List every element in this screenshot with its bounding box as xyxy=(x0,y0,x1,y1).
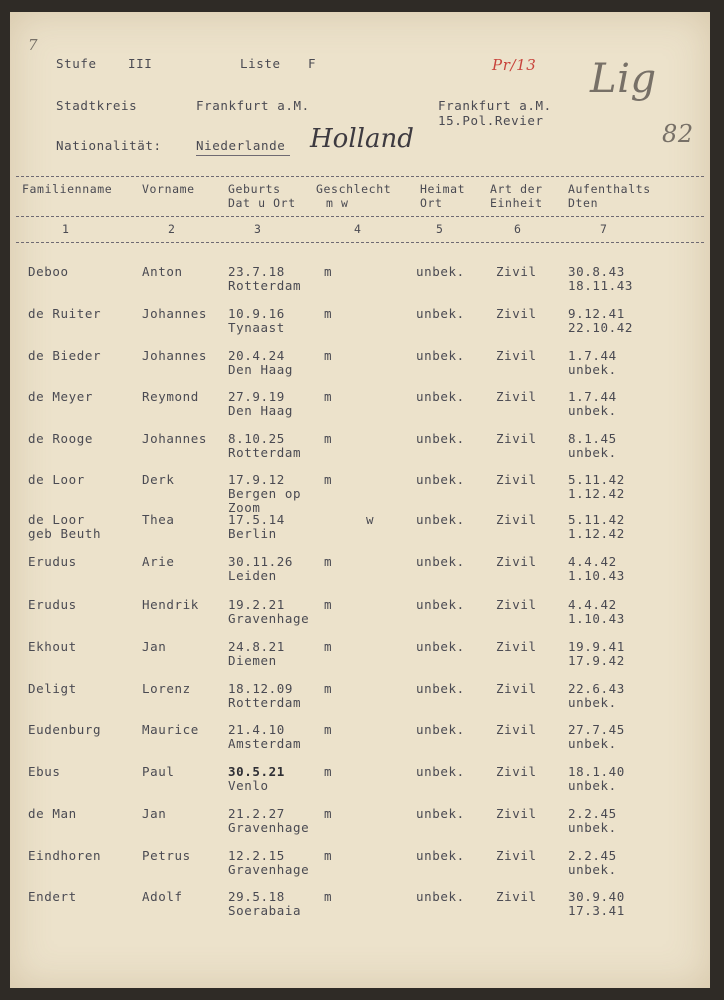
first-name: Petrus xyxy=(142,848,191,863)
stay-from: 30.8.43 xyxy=(568,264,625,279)
office-line-1: Frankfurt a.M. xyxy=(438,98,552,113)
birth-place: Gravenhage xyxy=(228,862,310,877)
birth-date: 20.4.24 xyxy=(228,348,285,363)
heimat-ort: unbek. xyxy=(416,848,465,863)
surname: Deligt xyxy=(28,681,77,696)
birth-place-line-2: Zoom xyxy=(228,500,261,515)
heimat-ort: unbek. xyxy=(416,722,465,737)
birth-place: Den Haag xyxy=(228,362,294,377)
header-rule-top xyxy=(16,176,704,177)
col-num-1: 1 xyxy=(62,222,70,236)
table-row xyxy=(10,597,710,639)
birth-place: Gravenhage xyxy=(228,820,310,835)
sex-male: m xyxy=(324,848,333,863)
col-header-aufenthalts: Aufenthalts xyxy=(568,182,651,196)
stay-to: unbek. xyxy=(568,445,617,460)
first-name: Johannes xyxy=(142,306,208,321)
table-row xyxy=(10,889,710,931)
first-name: Anton xyxy=(142,264,183,279)
table-row xyxy=(10,806,710,848)
stay-from: 22.6.43 xyxy=(568,681,625,696)
stufe-label: Stufe xyxy=(56,56,97,71)
birth-place: Den Haag xyxy=(228,403,294,418)
birth-date: 21.4.10 xyxy=(228,722,285,737)
sex-female: w xyxy=(366,512,375,527)
surname-line-2: geb Beuth xyxy=(28,526,102,541)
red-annotation: Pr/13 xyxy=(492,56,537,74)
birth-date: 27.9.19 xyxy=(228,389,285,404)
unit-type: Zivil xyxy=(496,722,537,737)
stadtkreis-value: Frankfurt a.M. xyxy=(196,98,310,113)
unit-type: Zivil xyxy=(496,848,537,863)
nationalitaet-label: Nationalität: xyxy=(56,138,162,153)
table-row xyxy=(10,348,710,390)
unit-type: Zivil xyxy=(496,389,537,404)
birth-date: 30.11.26 xyxy=(228,554,294,569)
col-header-geburts-2: Dat u Ort xyxy=(228,196,296,210)
stay-from: 4.4.42 xyxy=(568,597,617,612)
birth-date: 19.2.21 xyxy=(228,597,285,612)
first-name: Reymond xyxy=(142,389,199,404)
col-header-geburts: Geburts xyxy=(228,182,281,196)
col-header-aufenthalts-2: Dten xyxy=(568,196,599,210)
col-header-vorname: Vorname xyxy=(142,182,195,196)
col-header-art: Art der xyxy=(490,182,543,196)
birth-place: Berlin xyxy=(228,526,277,541)
sex-male: m xyxy=(324,554,333,569)
birth-date: 17.9.12 xyxy=(228,472,285,487)
stay-to: 17.3.41 xyxy=(568,903,625,918)
heimat-ort: unbek. xyxy=(416,348,465,363)
margin-note: 7 xyxy=(28,36,39,54)
table-row xyxy=(10,472,710,514)
surname: Ebus xyxy=(28,764,61,779)
stay-from: 9.12.41 xyxy=(568,306,625,321)
first-name: Derk xyxy=(142,472,175,487)
col-header-geschlecht-2: m w xyxy=(326,196,349,210)
table-row xyxy=(10,431,710,473)
sex-male: m xyxy=(324,681,333,696)
stay-from: 18.1.40 xyxy=(568,764,625,779)
surname: de Man xyxy=(28,806,77,821)
surname: Eudenburg xyxy=(28,722,102,737)
heimat-ort: unbek. xyxy=(416,639,465,654)
nationalitaet-value: Niederlande xyxy=(196,138,286,153)
first-name: Jan xyxy=(142,639,167,654)
heimat-ort: unbek. xyxy=(416,597,465,612)
first-name: Maurice xyxy=(142,722,199,737)
liste-label: Liste xyxy=(240,56,281,71)
heimat-ort: unbek. xyxy=(416,554,465,569)
stay-to: 17.9.42 xyxy=(568,653,625,668)
sex-male: m xyxy=(324,264,333,279)
table-row xyxy=(10,722,710,764)
first-name: Hendrik xyxy=(142,597,199,612)
stadtkreis-label: Stadtkreis xyxy=(56,98,138,113)
first-name: Thea xyxy=(142,512,175,527)
birth-date: 12.2.15 xyxy=(228,848,285,863)
first-name: Arie xyxy=(142,554,175,569)
unit-type: Zivil xyxy=(496,264,537,279)
birth-date: 17.5.14 xyxy=(228,512,285,527)
heimat-ort: unbek. xyxy=(416,764,465,779)
table-row xyxy=(10,764,710,806)
col-num-7: 7 xyxy=(600,222,608,236)
birth-place: Bergen op xyxy=(228,486,302,501)
col-num-2: 2 xyxy=(168,222,176,236)
heimat-ort: unbek. xyxy=(416,806,465,821)
document-sheet xyxy=(10,12,710,988)
unit-type: Zivil xyxy=(496,348,537,363)
unit-type: Zivil xyxy=(496,806,537,821)
unit-type: Zivil xyxy=(496,306,537,321)
surname: de Loor xyxy=(28,512,85,527)
heimat-ort: unbek. xyxy=(416,306,465,321)
sex-male: m xyxy=(324,597,333,612)
sex-male: m xyxy=(324,722,333,737)
unit-type: Zivil xyxy=(496,597,537,612)
surname: de Ruiter xyxy=(28,306,102,321)
birth-date: 18.12.09 xyxy=(228,681,294,696)
birth-date: 23.7.18 xyxy=(228,264,285,279)
pencil-number: 82 xyxy=(662,120,694,148)
sex-male: m xyxy=(324,639,333,654)
sex-male: m xyxy=(324,472,333,487)
col-header-heimat: Heimat xyxy=(420,182,466,196)
sex-male: m xyxy=(324,431,333,446)
table-row xyxy=(10,264,710,306)
unit-type: Zivil xyxy=(496,472,537,487)
col-header-familienname: Familienname xyxy=(22,182,113,196)
surname: de Rooge xyxy=(28,431,94,446)
birth-date: 29.5.18 xyxy=(228,889,285,904)
sex-male: m xyxy=(324,889,333,904)
unit-type: Zivil xyxy=(496,889,537,904)
surname: Ekhout xyxy=(28,639,77,654)
table-row xyxy=(10,639,710,681)
birth-place: Gravenhage xyxy=(228,611,310,626)
stay-from: 1.7.44 xyxy=(568,389,617,404)
col-num-3: 3 xyxy=(254,222,262,236)
col-header-art-2: Einheit xyxy=(490,196,543,210)
stufe-value: III xyxy=(128,56,153,71)
unit-type: Zivil xyxy=(496,681,537,696)
stay-from: 19.9.41 xyxy=(568,639,625,654)
stay-to: unbek. xyxy=(568,778,617,793)
heimat-ort: unbek. xyxy=(416,389,465,404)
heimat-ort: unbek. xyxy=(416,889,465,904)
col-num-5: 5 xyxy=(436,222,444,236)
birth-place: Leiden xyxy=(228,568,277,583)
header-rule-mid xyxy=(16,216,704,217)
sex-male: m xyxy=(324,389,333,404)
stay-from: 5.11.42 xyxy=(568,472,625,487)
surname: Eindhoren xyxy=(28,848,102,863)
unit-type: Zivil xyxy=(496,764,537,779)
surname: Erudus xyxy=(28,554,77,569)
stay-to: unbek. xyxy=(568,862,617,877)
heimat-ort: unbek. xyxy=(416,472,465,487)
heimat-ort: unbek. xyxy=(416,681,465,696)
table-row xyxy=(10,512,710,554)
birth-place: Tynaast xyxy=(228,320,285,335)
birth-date: 24.8.21 xyxy=(228,639,285,654)
unit-type: Zivil xyxy=(496,431,537,446)
first-name: Lorenz xyxy=(142,681,191,696)
stay-from: 5.11.42 xyxy=(568,512,625,527)
table-row xyxy=(10,848,710,890)
birth-date: 8.10.25 xyxy=(228,431,285,446)
handwritten-nationality: Holland xyxy=(310,124,414,154)
surname: de Bieder xyxy=(28,348,102,363)
stay-from: 8.1.45 xyxy=(568,431,617,446)
stay-to: 22.10.42 xyxy=(568,320,634,335)
first-name: Johannes xyxy=(142,348,208,363)
surname: de Meyer xyxy=(28,389,94,404)
first-name: Johannes xyxy=(142,431,208,446)
birth-date: 30.5.21 xyxy=(228,764,285,779)
stay-to: unbek. xyxy=(568,736,617,751)
surname: Deboo xyxy=(28,264,69,279)
stay-to: 1.10.43 xyxy=(568,568,625,583)
first-name: Adolf xyxy=(142,889,183,904)
header-rule-bottom xyxy=(16,242,704,243)
heimat-ort: unbek. xyxy=(416,264,465,279)
birth-place: Rotterdam xyxy=(228,278,302,293)
sex-male: m xyxy=(324,806,333,821)
heimat-ort: unbek. xyxy=(416,431,465,446)
stay-to: unbek. xyxy=(568,695,617,710)
birth-place: Diemen xyxy=(228,653,277,668)
sex-male: m xyxy=(324,306,333,321)
stay-to: 1.12.42 xyxy=(568,526,625,541)
birth-place: Rotterdam xyxy=(228,695,302,710)
stay-to: 18.11.43 xyxy=(568,278,634,293)
birth-place: Amsterdam xyxy=(228,736,302,751)
first-name: Paul xyxy=(142,764,175,779)
stay-from: 2.2.45 xyxy=(568,806,617,821)
stay-to: unbek. xyxy=(568,362,617,377)
unit-type: Zivil xyxy=(496,639,537,654)
pencil-top-annotation: Lig xyxy=(590,56,657,102)
stay-to: 1.10.43 xyxy=(568,611,625,626)
surname: Endert xyxy=(28,889,77,904)
stay-to: unbek. xyxy=(568,403,617,418)
col-header-geschlecht: Geschlecht xyxy=(316,182,392,196)
nationality-underline xyxy=(196,155,290,156)
unit-type: Zivil xyxy=(496,554,537,569)
table-row xyxy=(10,306,710,348)
col-header-heimat-2: Ort xyxy=(420,196,443,210)
heimat-ort: unbek. xyxy=(416,512,465,527)
office-line-2: 15.Pol.Revier xyxy=(438,113,544,128)
stay-from: 2.2.45 xyxy=(568,848,617,863)
birth-place: Soerabaia xyxy=(228,903,302,918)
liste-value: F xyxy=(308,56,317,71)
surname: de Loor xyxy=(28,472,85,487)
unit-type: Zivil xyxy=(496,512,537,527)
stay-from: 1.7.44 xyxy=(568,348,617,363)
birth-place: Rotterdam xyxy=(228,445,302,460)
col-num-6: 6 xyxy=(514,222,522,236)
table-row xyxy=(10,554,710,596)
birth-date: 10.9.16 xyxy=(228,306,285,321)
stay-to: 1.12.42 xyxy=(568,486,625,501)
surname: Erudus xyxy=(28,597,77,612)
first-name: Jan xyxy=(142,806,167,821)
stay-from: 27.7.45 xyxy=(568,722,625,737)
col-num-4: 4 xyxy=(354,222,362,236)
sex-male: m xyxy=(324,764,333,779)
birth-date: 21.2.27 xyxy=(228,806,285,821)
birth-place: Venlo xyxy=(228,778,269,793)
sex-male: m xyxy=(324,348,333,363)
stay-from: 4.4.42 xyxy=(568,554,617,569)
stay-from: 30.9.40 xyxy=(568,889,625,904)
table-row xyxy=(10,681,710,723)
table-row xyxy=(10,389,710,431)
stay-to: unbek. xyxy=(568,820,617,835)
